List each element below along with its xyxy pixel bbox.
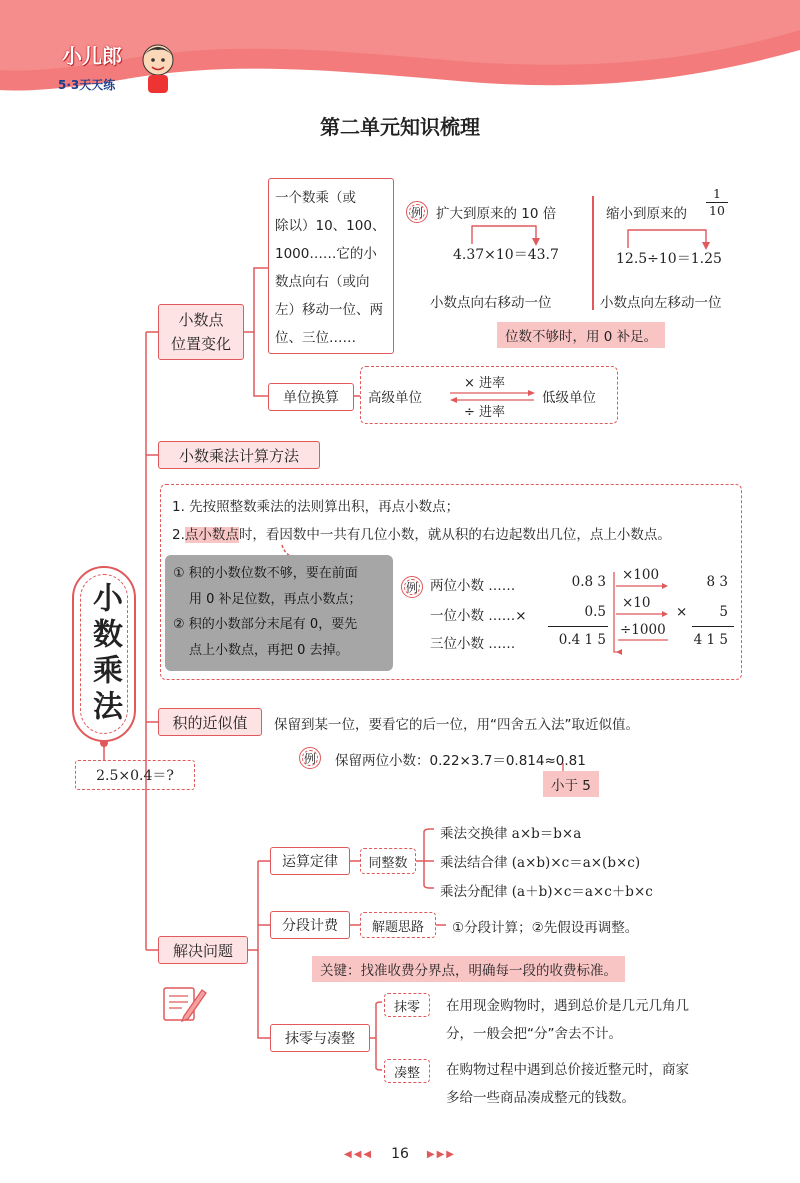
arrow-left-shift [624, 224, 724, 252]
page-number: 16 [391, 1146, 409, 1162]
segmented-text: ①分段计算；②先假设再调整。 [452, 920, 639, 936]
row-value-1: 0.8 3 [571, 574, 606, 590]
left-arrows-icon: ◀◀◀ [344, 1148, 374, 1160]
mult-rate: × 进率 [464, 376, 506, 391]
rule-box [268, 178, 394, 354]
law-associative: 乘法结合律 (a×b)×c＝a×(b×c) [440, 855, 641, 871]
row-value-3: 0.4 1 5 [558, 632, 606, 648]
left-example-equation: 4.37×10＝43.7 [453, 247, 559, 263]
law-distributive: 乘法分配律 (a＋b)×c＝a×c＋b×c [440, 884, 653, 900]
round-up-text: 在购物过程中遇到总价接近整元时，商家 多给一些商品凑成整元的钱数。 [446, 1062, 689, 1106]
row-label-3: 三位小数 …… [430, 636, 516, 652]
example-badge-2: 例 [401, 576, 423, 598]
node-approximation: 积的近似值 [158, 708, 262, 736]
calc-step-2: 2.点小数点时，看因数中一共有几位小数，就从积的右边起数出几位，点上小数点。 [172, 527, 671, 543]
div-rate: ÷ 进率 [464, 405, 506, 420]
notebook-pen-icon [160, 982, 208, 1024]
node-calculation-method: 小数乘法计算方法 [158, 441, 320, 469]
example-divider [592, 196, 594, 310]
unit-high: 高级单位 [368, 390, 422, 406]
times-sign: × [676, 604, 688, 620]
row-value-2: 0.5 [584, 604, 606, 620]
right-example-heading: 缩小到原来的 [606, 206, 687, 222]
conversion-arrows [448, 390, 538, 404]
logo-main: 小儿郎 [62, 44, 122, 68]
rule-line: 一个数乘（或 [275, 190, 356, 206]
fraction: 1 10 [706, 186, 728, 219]
row-result-3: 4 1 5 [693, 632, 728, 648]
rule-line: 除以）10、100、 [275, 218, 386, 234]
right-example-caption: 小数点向左移动一位 [600, 295, 722, 311]
gray-note-line: 用 0 补足位数，再点小数点； [189, 591, 362, 607]
row-result-2: 5 [719, 604, 728, 620]
center-title: 小数乘法 [87, 582, 122, 726]
arrow-right-shift [470, 220, 550, 248]
calc-arrows [610, 568, 700, 658]
gray-note-box [165, 555, 393, 671]
center-node [72, 566, 136, 742]
row-label-1: 两位小数 …… [430, 578, 516, 594]
gray-note-line: 点上小数点，再把 0 去掉。 [189, 642, 349, 658]
rule-line: 位、三位…… [275, 330, 356, 346]
row-op-1: ×100 [622, 567, 660, 583]
law-commutative: 乘法交换律 a×b＝b×a [440, 826, 582, 842]
round-off-tag: 抹零 [384, 993, 430, 1017]
page-title: 第二单元知识梳理 [320, 115, 480, 139]
row-op-3: ÷1000 [620, 622, 666, 638]
gray-note-line: ① 积的小数位数不够，要在前面 [173, 566, 358, 581]
round-off-text: 在用现金购物时，遇到总价是几元几角几 分，一般会把“分”舍去不计。 [446, 998, 689, 1042]
center-question: 2.5×0.4＝? [75, 760, 195, 790]
calc-step-1: 1. 先按照整数乘法的法则算出积，再点小数点； [172, 499, 460, 515]
example-badge-1: 例 [406, 201, 428, 223]
right-example-equation: 12.5÷10＝1.25 [616, 251, 722, 267]
example-badge-3: 例 [299, 747, 321, 769]
gray-note-line: ② 积的小数部分末尾有 0，要先 [173, 617, 358, 632]
row-op-2: ×10 [622, 595, 651, 611]
rule-line: 数点向右（或向 [275, 274, 370, 290]
row-label-2: 一位小数 ……× [430, 608, 527, 624]
rule-line: 左）移动一位、两 [275, 302, 383, 318]
node-rounding: 抹零与凑整 [270, 1024, 370, 1052]
node-unit-conversion: 单位换算 [268, 383, 354, 411]
highlight-text: 点小数点 [184, 527, 239, 543]
left-example-heading: 扩大到原来的 10 倍 [436, 206, 557, 222]
approximation-example: 保留两位小数：0.22×3.7＝0.814≈0.81 [335, 753, 586, 769]
page-footer [0, 1146, 800, 1162]
key-point-note: 关键：找准收费分界点，明确每一段的收费标准。 [312, 956, 625, 982]
round-up-tag: 凑整 [384, 1059, 430, 1083]
row-result-1: 8 3 [706, 574, 728, 590]
node-operation-laws: 运算定律 [270, 847, 350, 875]
less-than-five-note: 小于 5 [543, 771, 599, 797]
node-decimal-point-shift: 小数点 位置变化 [158, 304, 244, 360]
left-example-caption: 小数点向右移动一位 [430, 295, 552, 311]
same-as-integer-tag: 同整数 [360, 848, 416, 874]
solution-idea-tag: 解题思路 [360, 912, 436, 938]
rule-line: 1000……它的小 [275, 246, 377, 262]
right-arrows-icon: ▶▶▶ [426, 1148, 456, 1160]
node-segmented-billing: 分段计费 [270, 911, 350, 939]
approximation-text: 保留到某一位，要看它的后一位，用“四舍五入法”取近似值。 [274, 717, 639, 733]
node-problem-solving: 解决问题 [158, 936, 248, 964]
zero-fill-note: 位数不够时，用 0 补足。 [497, 322, 665, 348]
logo-sub: 5·3天天练 [58, 78, 116, 92]
unit-low: 低级单位 [542, 390, 596, 406]
